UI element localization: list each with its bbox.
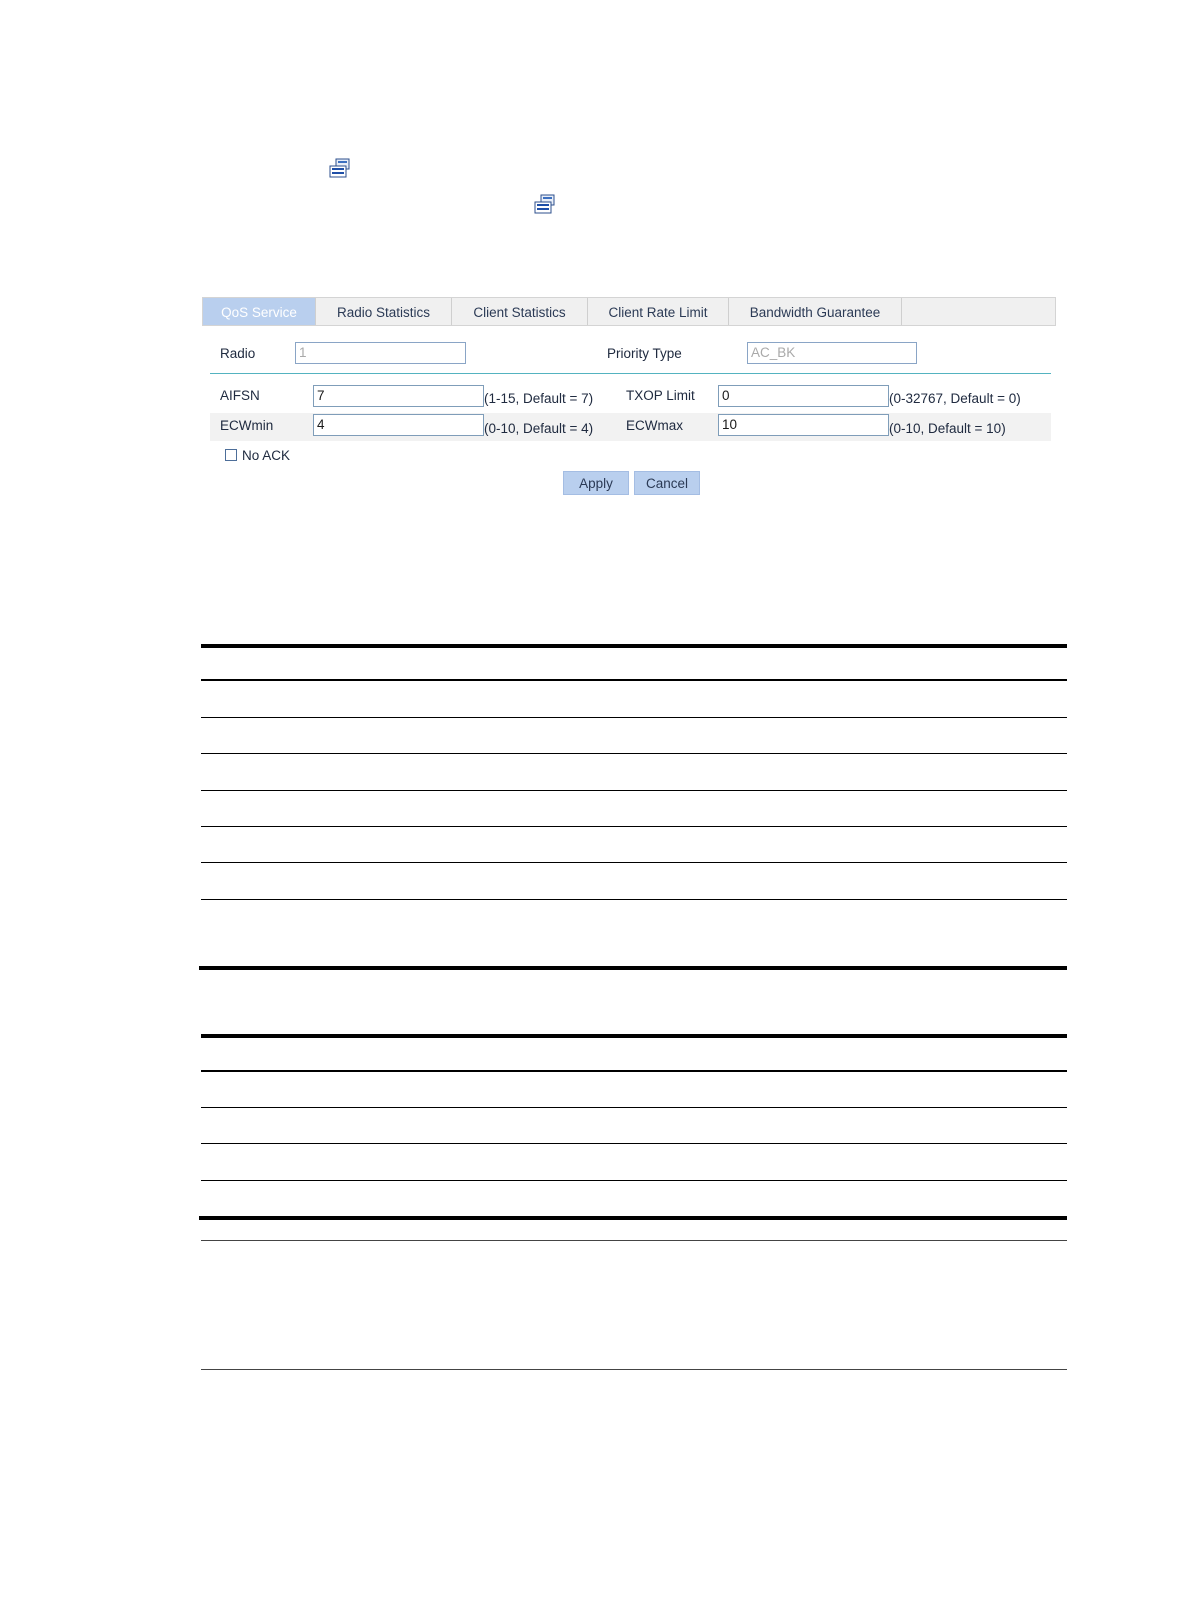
aifsn-input[interactable]: 7 bbox=[313, 385, 484, 407]
note-top-rule bbox=[201, 1240, 1067, 1241]
aifsn-hint: (1-15, Default = 7) bbox=[484, 391, 594, 406]
section-separator bbox=[210, 373, 1051, 374]
table-row bbox=[201, 790, 1067, 791]
tab-radio-statistics[interactable]: Radio Statistics bbox=[316, 298, 452, 325]
txop-limit-label: TXOP Limit bbox=[626, 388, 695, 403]
table-header-rule bbox=[201, 679, 1067, 681]
note-bottom-rule bbox=[201, 1369, 1067, 1370]
priority-type-label: Priority Type bbox=[607, 346, 682, 361]
tab-bar bbox=[202, 297, 1056, 326]
table-row bbox=[201, 1107, 1067, 1108]
tab-qos-service[interactable]: QoS Service bbox=[203, 298, 316, 325]
no-ack-checkbox[interactable] bbox=[225, 449, 237, 461]
ecwmin-label: ECWmin bbox=[220, 418, 274, 433]
ecwmax-hint: (0-10, Default = 10) bbox=[889, 421, 1006, 436]
txop-limit-hint: (0-32767, Default = 0) bbox=[889, 391, 1021, 406]
table-row bbox=[201, 753, 1067, 754]
ecwmin-hint: (0-10, Default = 4) bbox=[484, 421, 594, 436]
priority-type-field[interactable]: AC_BK bbox=[747, 342, 917, 364]
tab-client-statistics[interactable]: Client Statistics bbox=[452, 298, 588, 325]
table-row bbox=[201, 899, 1067, 900]
table-row bbox=[201, 1180, 1067, 1181]
configure-icon[interactable] bbox=[533, 194, 557, 216]
txop-limit-input[interactable]: 0 bbox=[718, 385, 889, 407]
ecwmax-label: ECWmax bbox=[626, 418, 683, 433]
radio-label: Radio bbox=[220, 346, 256, 361]
apply-button[interactable]: Apply bbox=[563, 471, 629, 495]
table-row bbox=[201, 826, 1067, 827]
no-ack-label[interactable]: No ACK bbox=[242, 448, 291, 463]
aifsn-label: AIFSN bbox=[220, 388, 260, 403]
configure-icon[interactable] bbox=[328, 158, 352, 180]
ecwmin-input[interactable]: 4 bbox=[313, 414, 484, 436]
table-row bbox=[201, 717, 1067, 718]
tab-client-rate-limit[interactable]: Client Rate Limit bbox=[588, 298, 729, 325]
tab-bandwidth-guarantee[interactable]: Bandwidth Guarantee bbox=[729, 298, 902, 325]
table-row bbox=[201, 1143, 1067, 1144]
table-header-rule bbox=[201, 1070, 1067, 1072]
table-top-rule bbox=[201, 644, 1067, 648]
ecwmax-input[interactable]: 10 bbox=[718, 414, 889, 436]
table-bottom-rule bbox=[199, 1216, 1067, 1220]
table-row bbox=[201, 862, 1067, 863]
table-bottom-rule bbox=[199, 966, 1067, 970]
radio-field[interactable]: 1 bbox=[295, 342, 466, 364]
cancel-button[interactable]: Cancel bbox=[634, 471, 700, 495]
table-top-rule bbox=[201, 1034, 1067, 1038]
